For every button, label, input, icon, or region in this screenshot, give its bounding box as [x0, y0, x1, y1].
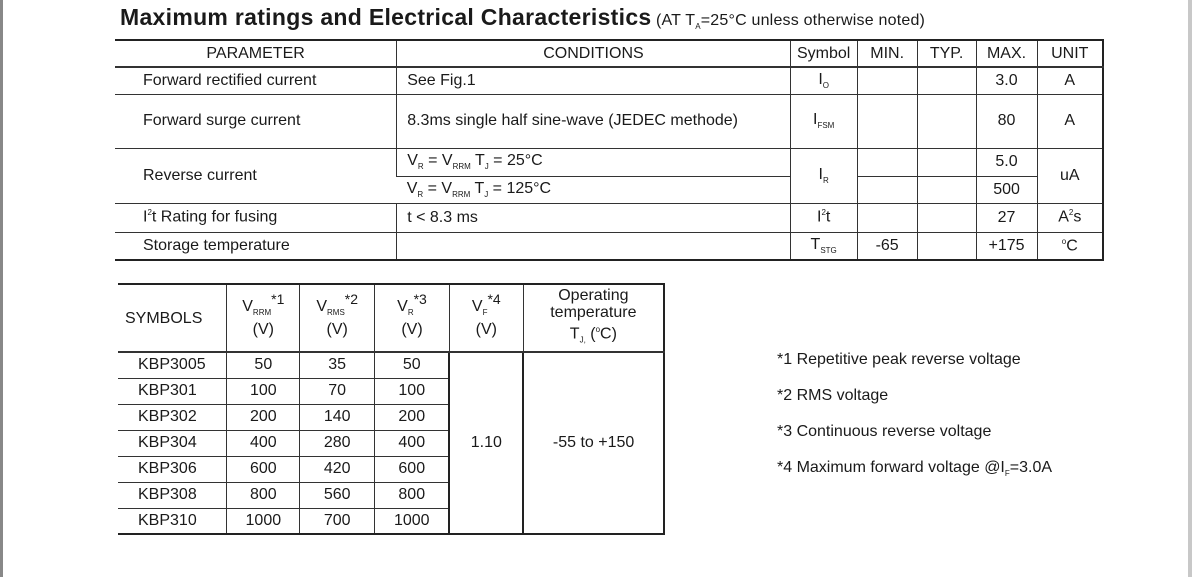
models-table	[118, 283, 665, 535]
operating-temperature-value: -55 to +150	[523, 352, 664, 534]
header-vf: $V_F*4$ (V)	[449, 284, 523, 352]
table-row	[115, 203, 1103, 232]
title-main: Maximum ratings and Electrical Characteristics	[120, 4, 652, 30]
footnote-2: *2 RMS voltage	[777, 387, 889, 404]
symbol-cell: $I_{FSM}$	[790, 94, 857, 148]
ratings-table	[115, 39, 1104, 261]
symbol-cell: $I_O$	[790, 67, 857, 94]
condition-cell: 8.3ms single half sine-wave (JEDEC methode)	[397, 94, 790, 148]
vrms-cell: 560	[300, 482, 375, 508]
vr-cell: 400	[375, 430, 450, 456]
model-cell: KBP306	[118, 456, 227, 482]
models-header-row	[118, 284, 664, 352]
min-cell	[857, 148, 917, 176]
page-title	[120, 4, 925, 31]
max-cell: 80	[976, 94, 1037, 148]
typ-cell	[917, 176, 976, 203]
header-vrms: $V_{RMS}*2$ (V)	[300, 284, 375, 352]
vr-cell: 200	[375, 404, 450, 430]
vrrm-cell: 200	[227, 404, 300, 430]
typ-cell	[917, 232, 976, 260]
condition-cell: $V_R = V_{RRM}$ $T_J = 25^\circ C$	[397, 148, 790, 176]
model-cell: KBP304	[118, 430, 227, 456]
condition-cell: t < 8.3 ms	[397, 203, 790, 232]
vrrm-cell: 100	[227, 378, 300, 404]
model-cell: KBP302	[118, 404, 227, 430]
vrms-cell: 280	[300, 430, 375, 456]
min-cell	[857, 203, 917, 232]
min-cell	[857, 94, 917, 148]
parameter-cell: Forward rectified current	[115, 67, 397, 94]
condition-cell: See Fig.1	[397, 67, 790, 94]
header-symbols: SYMBOLS	[118, 284, 227, 352]
header-parameter: PARAMETER	[115, 40, 397, 67]
condition-cell: $V_R = V_{RRM}$ $T_J = 125^\circ C$	[397, 176, 790, 203]
table-row	[115, 232, 1103, 260]
header-conditions: CONDITIONS	[397, 40, 790, 67]
max-cell: +175	[976, 232, 1037, 260]
vrrm-cell: 1000	[227, 508, 300, 534]
vr-cell: 1000	[375, 508, 450, 534]
typ-cell	[917, 203, 976, 232]
symbol-cell: $I_R$	[790, 148, 857, 203]
table-row	[115, 148, 1103, 176]
max-cell: 3.0	[976, 67, 1037, 94]
symbol-cell: $I^2t$	[790, 203, 857, 232]
typ-cell	[917, 67, 976, 94]
vrms-cell: 420	[300, 456, 375, 482]
table-row	[115, 94, 1103, 148]
title-conditions: (AT $T_A=25^\circ C$ unless otherwise noted)	[655, 12, 926, 32]
parameter-cell: Forward surge current	[115, 94, 397, 148]
vrms-cell: 70	[300, 378, 375, 404]
unit-cell: $A^2s$	[1037, 203, 1103, 232]
model-cell: KBP308	[118, 482, 227, 508]
condition-cell	[397, 232, 790, 260]
min-cell	[857, 176, 917, 203]
vr-cell: 100	[375, 378, 450, 404]
max-cell: 500	[976, 176, 1037, 203]
unit-cell: A	[1037, 67, 1103, 94]
ratings-header-row	[115, 40, 1103, 67]
unit-cell: $^o$C	[1037, 232, 1103, 260]
footnote-1: *1 Repetitive peak reverse voltage	[777, 351, 1021, 368]
max-cell: 5.0	[976, 148, 1037, 176]
header-symbol: Symbol	[790, 40, 857, 67]
vf-value: 1.10	[449, 352, 523, 534]
vrrm-cell: 800	[227, 482, 300, 508]
typ-cell	[917, 148, 976, 176]
min-cell: -65	[857, 232, 917, 260]
typ-cell	[917, 94, 976, 148]
left-border	[0, 0, 3, 577]
vrrm-cell: 50	[227, 352, 300, 378]
model-cell: KBP3005	[118, 352, 227, 378]
parameter-cell: $I^2t$ Rating for fusing	[115, 203, 397, 232]
min-cell	[857, 67, 917, 94]
vrms-cell: 140	[300, 404, 375, 430]
unit-cell: A	[1037, 94, 1103, 148]
max-cell: 27	[976, 203, 1037, 232]
header-min: MIN.	[857, 40, 917, 67]
vr-cell: 800	[375, 482, 450, 508]
table-row	[115, 67, 1103, 94]
table-row	[118, 352, 664, 378]
right-border	[1188, 0, 1192, 577]
vr-cell: 600	[375, 456, 450, 482]
footnotes	[777, 342, 1052, 486]
header-unit: UNIT	[1037, 40, 1103, 67]
header-vrrm: $V_{RRM}*1$ (V)	[227, 284, 300, 352]
header-operating-temperature: Operating temperature $T_{J,}$ ($^o$C)	[523, 284, 664, 352]
model-cell: KBP310	[118, 508, 227, 534]
symbol-cell: $T_{STG}$	[790, 232, 857, 260]
vrms-cell: 700	[300, 508, 375, 534]
footnote-3: *3 Continuous reverse voltage	[777, 423, 992, 440]
header-typ: TYP.	[917, 40, 976, 67]
parameter-cell: Reverse current	[115, 148, 397, 203]
footnote-4: *4 Maximum forward voltage $@I_F=3.0A$	[777, 459, 1053, 479]
header-max: MAX.	[976, 40, 1037, 67]
vrrm-cell: 600	[227, 456, 300, 482]
vrrm-cell: 400	[227, 430, 300, 456]
unit-cell: uA	[1037, 148, 1103, 203]
parameter-cell: Storage temperature	[115, 232, 397, 260]
model-cell: KBP301	[118, 378, 227, 404]
header-vr: $V_R*3$ (V)	[375, 284, 450, 352]
vrms-cell: 35	[300, 352, 375, 378]
vr-cell: 50	[375, 352, 450, 378]
